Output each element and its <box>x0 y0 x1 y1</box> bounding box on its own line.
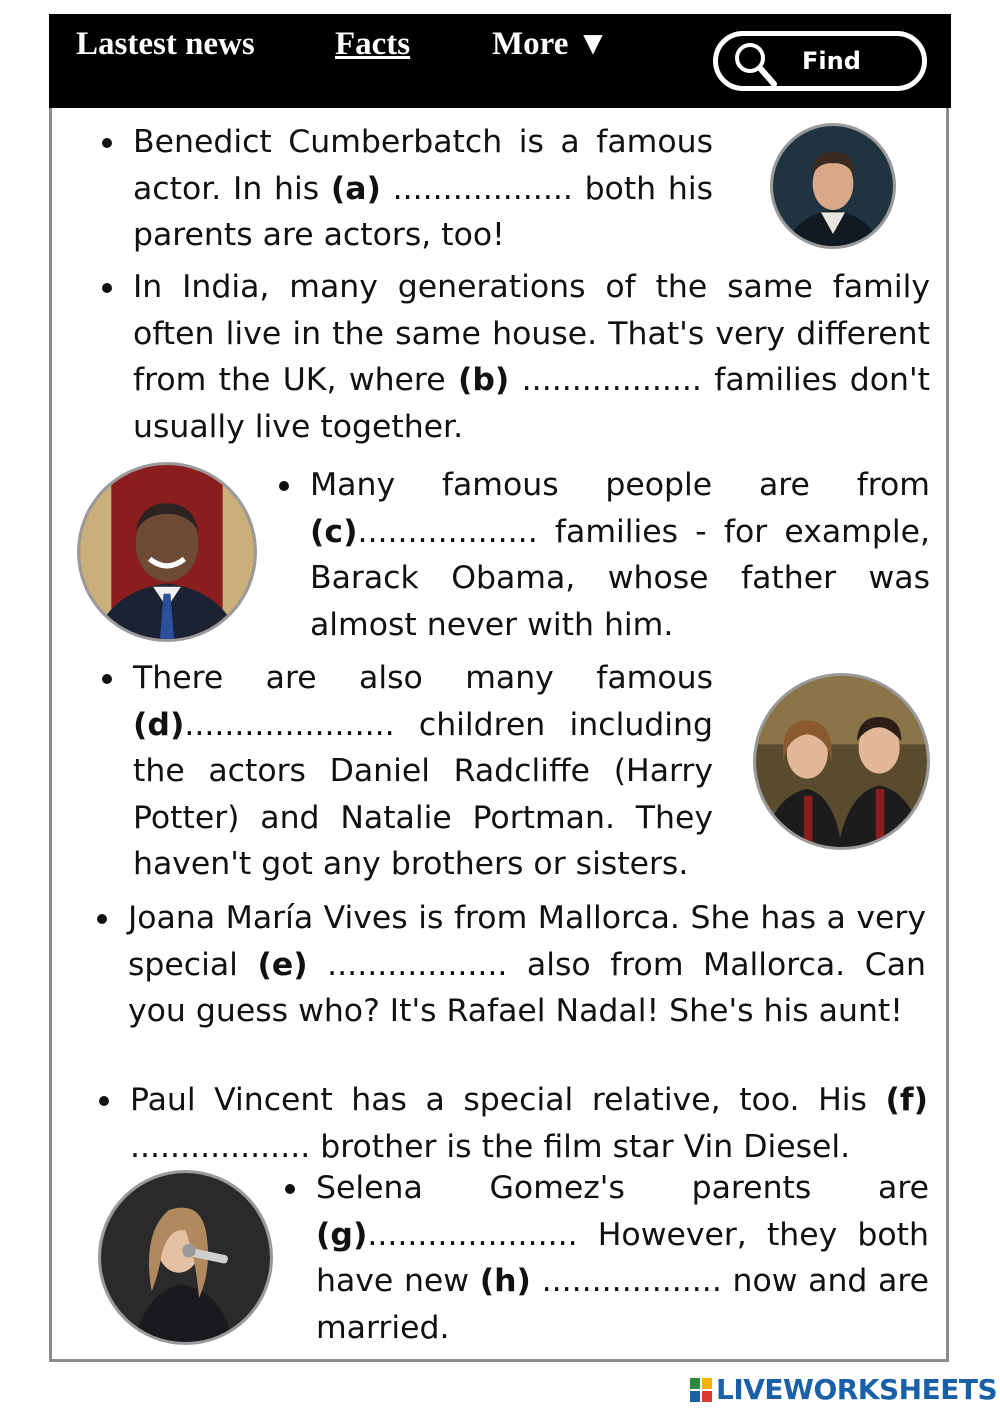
nav-more[interactable]: More ▼ <box>492 26 610 62</box>
gap-label-h: (h) <box>479 1263 531 1299</box>
find-label: Find <box>802 47 861 75</box>
nav-latest-news[interactable]: Lastest news <box>76 26 255 62</box>
gap-label-f: (f) <box>885 1082 928 1118</box>
paragraph-e: Joana María Vives is from Mallorca. She has a very special (e) .................. also from Mallorca. Can you guess who? It's Rafael Nadal! She's his aunt! <box>128 895 926 1035</box>
paragraph-a: Benedict Cumberbatch is a famous actor. In his (a) .................. both his parents are actors, too! <box>133 119 713 259</box>
nav-facts[interactable]: Facts <box>335 26 411 62</box>
gap-label-a: (a) <box>330 170 381 207</box>
photo-barack-obama <box>77 462 257 642</box>
paragraph-b: In India, many generations of the same family often live in the same house. That's very different from the UK, where (b) .................. families don't usually live together. <box>133 264 930 450</box>
paragraph-c: Many famous people are from (c).................. families - for example, Barack Obama, whose father was almost never with him. <box>310 462 930 648</box>
search-icon <box>730 39 786 89</box>
paragraph-g-h: Selena Gomez's parents are (g)..................... However, they both have new (h) .................. now and are married. <box>316 1165 929 1351</box>
paragraph-f: Paul Vincent has a special relative, too. His (f) .................. brother is the film star Vin Diesel. <box>130 1077 928 1170</box>
gap-label-g: (g) <box>316 1216 368 1253</box>
gap-label-e: (e) <box>257 946 308 983</box>
gap-label-c: (c) <box>310 513 358 550</box>
find-button[interactable] <box>713 31 927 91</box>
gap-label-b: (b) <box>457 362 510 398</box>
photo-selena-gomez <box>98 1170 273 1345</box>
gap-label-d: (d) <box>133 706 185 743</box>
liveworksheets-logo-icon <box>690 1378 712 1402</box>
photo-benedict-cumberbatch <box>770 123 896 249</box>
photo-harry-potter-cast <box>753 673 930 850</box>
paragraph-d: There are also many famous (d)..................... children including the actors Daniel Radcliffe (Harry Potter) and Natalie Portman. They haven't got any brothers or sisters. <box>133 655 713 888</box>
liveworksheets-logo-text: LIVEWORKSHEETS <box>716 1373 998 1406</box>
